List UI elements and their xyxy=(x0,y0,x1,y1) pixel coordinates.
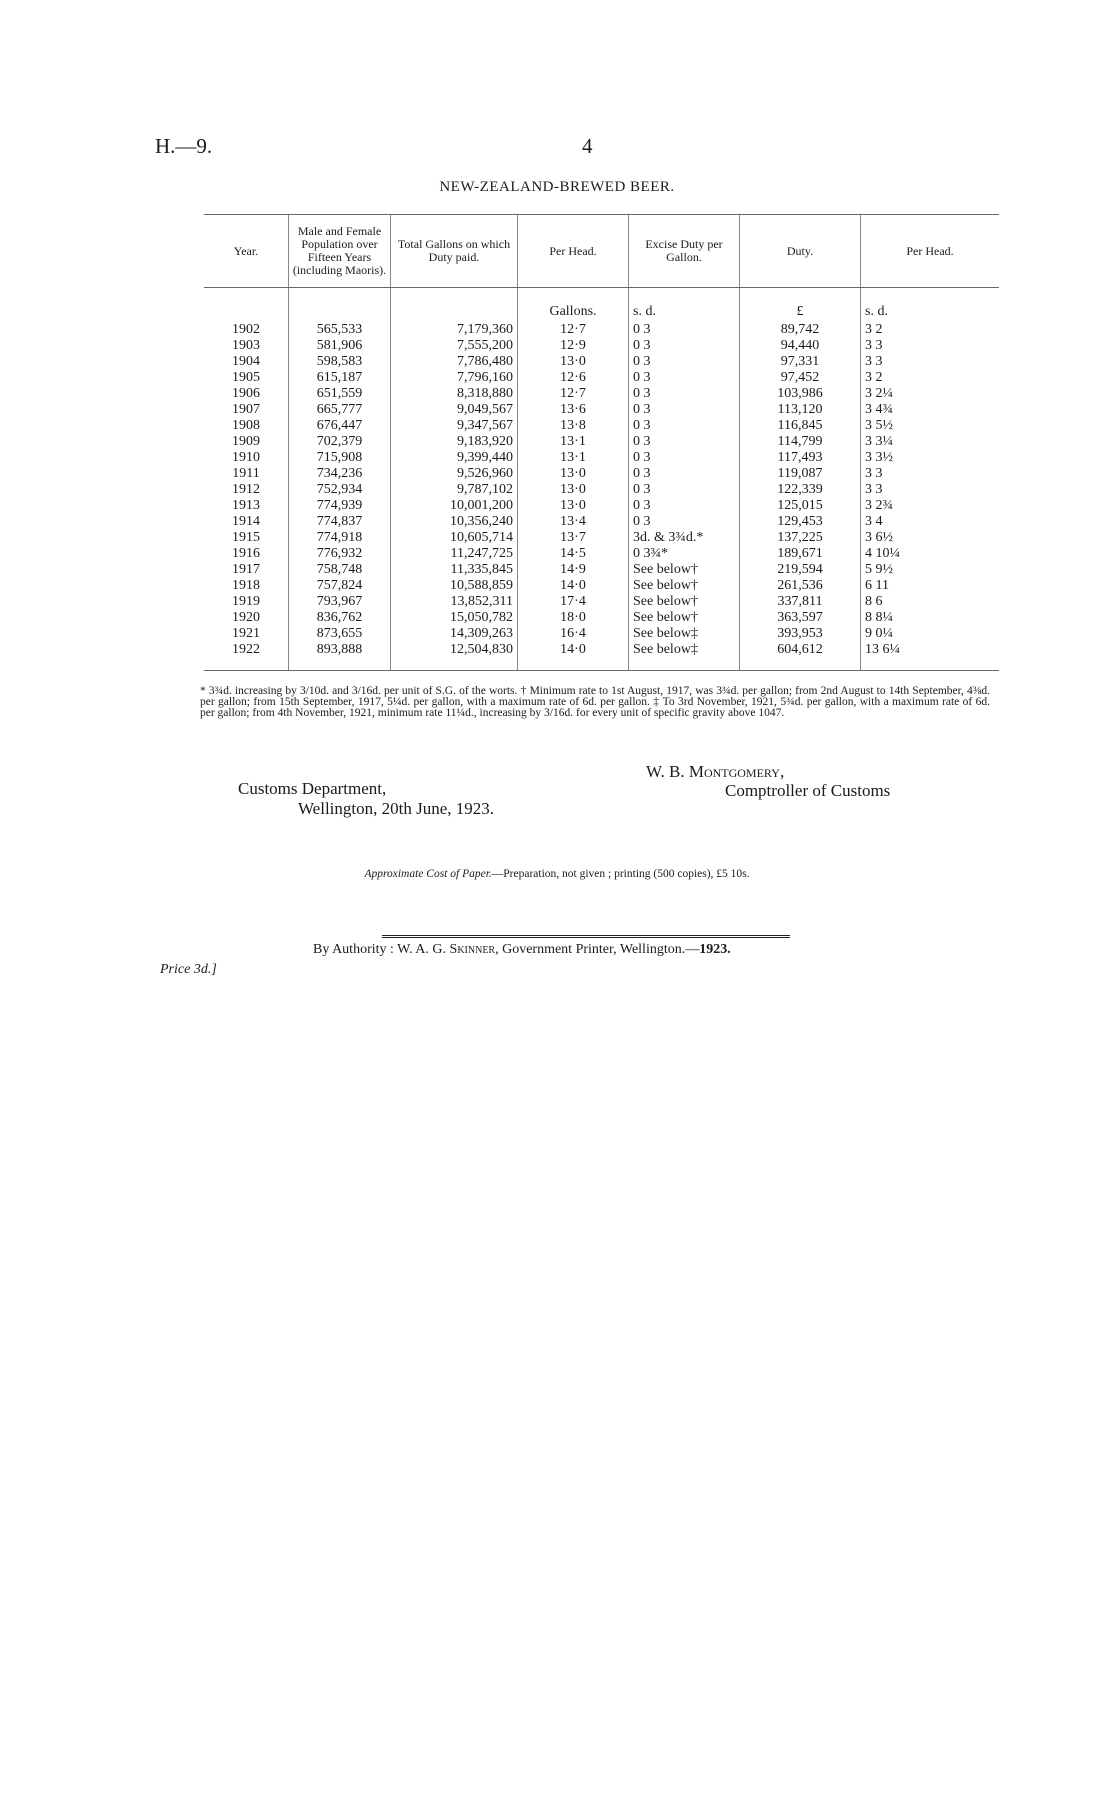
table-row xyxy=(204,482,999,498)
cell-duty-per-head: 5 9½ xyxy=(861,562,1000,578)
cell-year: 1908 xyxy=(232,418,260,433)
cell-year: 1905 xyxy=(232,370,260,385)
cell-duty-per-head: 3 2 xyxy=(861,322,1000,338)
table-row xyxy=(204,562,999,578)
cell-population: 665,777 xyxy=(289,402,391,418)
unit-gallons: Gallons. xyxy=(518,302,629,322)
cell-year: 1915 xyxy=(232,530,260,545)
cell-population: 776,932 xyxy=(289,546,391,562)
cell-excise-duty: 0 3 xyxy=(629,466,740,482)
price: Price 3d.] xyxy=(160,962,217,977)
cell-gallons-per-head: 13·0 xyxy=(518,498,629,514)
cell-duty: 114,799 xyxy=(740,434,861,450)
cell-duty: 97,452 xyxy=(740,370,861,386)
table-body xyxy=(204,288,999,671)
imprint-prefix: By Authority : W. A. G. xyxy=(313,942,447,957)
printer-imprint xyxy=(313,942,731,958)
cell-population: 752,934 xyxy=(289,482,391,498)
imprint-suffix: , Government Printer, Wellington.— xyxy=(495,942,700,957)
table-row xyxy=(204,594,999,610)
cell-excise-duty: 0 3 xyxy=(629,482,740,498)
cell-gallons-per-head: 12·6 xyxy=(518,370,629,386)
cell-population: 836,762 xyxy=(289,610,391,626)
cell-population: 793,967 xyxy=(289,594,391,610)
cell-excise-duty: 0 3 xyxy=(629,434,740,450)
cell-gallons-per-head: 13·0 xyxy=(518,482,629,498)
cell-duty: 129,453 xyxy=(740,514,861,530)
cell-year: 1910 xyxy=(232,450,260,465)
table-spacer-row xyxy=(204,288,999,303)
table-row xyxy=(204,370,999,386)
table-row xyxy=(204,322,999,338)
signatory-name: W. B. Montgomery, xyxy=(646,762,785,781)
cell-duty-per-head: 9 0¼ xyxy=(861,626,1000,642)
cell-total-gallons: 12,504,830 xyxy=(391,642,518,658)
cell-total-gallons: 10,356,240 xyxy=(391,514,518,530)
cell-total-gallons: 11,335,845 xyxy=(391,562,518,578)
cell-population: 615,187 xyxy=(289,370,391,386)
cell-duty: 94,440 xyxy=(740,338,861,354)
cell-excise-duty: See below† xyxy=(629,562,740,578)
department: Customs Department, xyxy=(238,779,387,798)
cell-year: 1906 xyxy=(232,386,260,401)
cell-total-gallons: 9,183,920 xyxy=(391,434,518,450)
col-year: Year. xyxy=(204,215,289,288)
cell-year: 1920 xyxy=(232,610,260,625)
cell-population: 734,236 xyxy=(289,466,391,482)
cell-excise-duty: See below† xyxy=(629,578,740,594)
cell-duty-per-head: 8 8¼ xyxy=(861,610,1000,626)
cell-excise-duty: See below† xyxy=(629,594,740,610)
cell-excise-duty: 0 3 xyxy=(629,322,740,338)
cell-year: 1914 xyxy=(232,514,260,529)
cell-gallons-per-head: 13·0 xyxy=(518,354,629,370)
table-footnotes: * 3¾d. increasing by 3/10d. and 3/16d. per unit of S.G. of the worts. † Minimum rate to 1st August, 1917, was 3¾d. per gallon; from 2nd August to 14th September, 4⅜d. per gallon; from 15th September, 1917, 5¼d. per gallon, with a maximum rate of 6d. per gallon. ‡ To 3rd November, 1921, 5¾d. per gallon, with a maximum rate of 6d. per gallon; from 4th November, 1921, minimum rate 11¼d., increasing by 3/16d. for every unit of specific gravity above 1047. xyxy=(200,685,990,719)
cell-duty-per-head: 13 6¼ xyxy=(861,642,1000,658)
cell-year: 1904 xyxy=(232,354,260,369)
cell-year: 1916 xyxy=(232,546,260,561)
cell-total-gallons: 7,796,160 xyxy=(391,370,518,386)
cell-total-gallons: 9,399,440 xyxy=(391,450,518,466)
cell-year: 1907 xyxy=(232,402,260,417)
cell-duty-per-head: 3 3 xyxy=(861,338,1000,354)
cell-duty: 219,594 xyxy=(740,562,861,578)
col-gallons-per-head: Per Head. xyxy=(518,215,629,288)
cell-population: 758,748 xyxy=(289,562,391,578)
cell-duty-per-head: 3 2 xyxy=(861,370,1000,386)
cell-year: 1903 xyxy=(232,338,260,353)
cell-duty: 261,536 xyxy=(740,578,861,594)
cell-year: 1911 xyxy=(232,466,260,481)
cell-duty-per-head: 3 2¾ xyxy=(861,498,1000,514)
table-row xyxy=(204,642,999,658)
imprint-year: 1923. xyxy=(699,942,731,957)
cost-text: —Preparation, not given ; printing (500 copies), £5 10s. xyxy=(491,868,750,880)
unit-total-gallons xyxy=(391,302,518,322)
double-rule-divider xyxy=(382,935,790,938)
cell-population: 774,837 xyxy=(289,514,391,530)
cell-excise-duty: 0 3 xyxy=(629,354,740,370)
table-row xyxy=(204,386,999,402)
unit-pounds: £ xyxy=(740,302,861,322)
cell-year: 1902 xyxy=(232,322,260,337)
cell-total-gallons: 11,247,725 xyxy=(391,546,518,562)
cell-duty-per-head: 3 5½ xyxy=(861,418,1000,434)
cost-of-paper xyxy=(0,868,1114,880)
cell-gallons-per-head: 12·9 xyxy=(518,338,629,354)
cell-total-gallons: 7,786,480 xyxy=(391,354,518,370)
cell-duty-per-head: 3 6½ xyxy=(861,530,1000,546)
table-row xyxy=(204,466,999,482)
cell-total-gallons: 13,852,311 xyxy=(391,594,518,610)
cell-duty-per-head: 4 10¼ xyxy=(861,546,1000,562)
cell-population: 774,918 xyxy=(289,530,391,546)
cell-duty: 337,811 xyxy=(740,594,861,610)
cell-duty-per-head: 3 3¼ xyxy=(861,434,1000,450)
cell-gallons-per-head: 12·7 xyxy=(518,386,629,402)
cell-duty: 117,493 xyxy=(740,450,861,466)
cell-duty: 604,612 xyxy=(740,642,861,658)
cell-gallons-per-head: 13·0 xyxy=(518,466,629,482)
cell-gallons-per-head: 12·7 xyxy=(518,322,629,338)
cell-duty: 116,845 xyxy=(740,418,861,434)
table-row xyxy=(204,338,999,354)
table-row xyxy=(204,354,999,370)
cell-population: 757,824 xyxy=(289,578,391,594)
table-row xyxy=(204,402,999,418)
table-row xyxy=(204,610,999,626)
table-row xyxy=(204,450,999,466)
table-row xyxy=(204,418,999,434)
cell-excise-duty: 0 3 xyxy=(629,386,740,402)
cell-population: 676,447 xyxy=(289,418,391,434)
unit-shillings-pence: s. d. xyxy=(861,302,1000,322)
col-population: Male and Female Population over Fifteen Years (including Maoris). xyxy=(289,215,391,288)
cell-year: 1913 xyxy=(232,498,260,513)
cell-excise-duty: 3d. & 3¾d.* xyxy=(629,530,740,546)
cell-duty: 125,015 xyxy=(740,498,861,514)
cell-duty: 363,597 xyxy=(740,610,861,626)
cell-population: 873,655 xyxy=(289,626,391,642)
cell-total-gallons: 10,001,200 xyxy=(391,498,518,514)
col-total-gallons: Total Gallons on which Duty paid. xyxy=(391,215,518,288)
cell-year: 1909 xyxy=(232,434,260,449)
cell-gallons-per-head: 13·8 xyxy=(518,418,629,434)
table-bottom-padding xyxy=(204,658,999,671)
cell-gallons-per-head: 14·0 xyxy=(518,642,629,658)
table-row xyxy=(204,626,999,642)
unit-year xyxy=(204,302,289,322)
cell-population: 581,906 xyxy=(289,338,391,354)
cell-duty: 103,986 xyxy=(740,386,861,402)
cell-duty: 393,953 xyxy=(740,626,861,642)
table-row xyxy=(204,546,999,562)
cell-duty: 113,120 xyxy=(740,402,861,418)
table-row xyxy=(204,514,999,530)
cell-year: 1917 xyxy=(232,562,260,577)
cell-gallons-per-head: 18·0 xyxy=(518,610,629,626)
cell-duty-per-head: 8 6 xyxy=(861,594,1000,610)
cell-excise-duty: See below‡ xyxy=(629,642,740,658)
cell-excise-duty: 0 3 xyxy=(629,402,740,418)
table-row xyxy=(204,498,999,514)
cell-gallons-per-head: 14·5 xyxy=(518,546,629,562)
table-row xyxy=(204,434,999,450)
cell-year: 1919 xyxy=(232,594,260,609)
beer-duty-table xyxy=(204,214,999,671)
cell-excise-duty: 0 3 xyxy=(629,338,740,354)
table-row xyxy=(204,530,999,546)
cost-label: Approximate Cost of Paper. xyxy=(364,868,492,880)
cell-excise-duty: 0 3¾* xyxy=(629,546,740,562)
cell-excise-duty: See below† xyxy=(629,610,740,626)
cell-total-gallons: 10,588,859 xyxy=(391,578,518,594)
cell-population: 702,379 xyxy=(289,434,391,450)
signatory-title: Comptroller of Customs xyxy=(725,781,891,800)
cell-duty-per-head: 3 3½ xyxy=(861,450,1000,466)
cell-total-gallons: 8,318,880 xyxy=(391,386,518,402)
cell-total-gallons: 9,347,567 xyxy=(391,418,518,434)
cell-gallons-per-head: 14·0 xyxy=(518,578,629,594)
cell-total-gallons: 9,526,960 xyxy=(391,466,518,482)
table-header-row xyxy=(204,215,999,288)
unit-population xyxy=(289,302,391,322)
cell-year: 1922 xyxy=(232,642,260,657)
cell-year: 1918 xyxy=(232,578,260,593)
cell-duty-per-head: 3 3 xyxy=(861,354,1000,370)
cell-duty-per-head: 3 2¼ xyxy=(861,386,1000,402)
unit-shillings-pence: s. d. xyxy=(629,302,740,322)
cell-duty: 122,339 xyxy=(740,482,861,498)
cell-excise-duty: 0 3 xyxy=(629,418,740,434)
cell-year: 1921 xyxy=(232,626,260,641)
cell-gallons-per-head: 14·9 xyxy=(518,562,629,578)
cell-total-gallons: 7,555,200 xyxy=(391,338,518,354)
cell-duty: 97,331 xyxy=(740,354,861,370)
place-and-date: Wellington, 20th June, 1923. xyxy=(298,799,495,818)
cell-population: 598,583 xyxy=(289,354,391,370)
cell-gallons-per-head: 13·4 xyxy=(518,514,629,530)
cell-population: 565,533 xyxy=(289,322,391,338)
col-excise-duty: Excise Duty per Gallon. xyxy=(629,215,740,288)
cell-population: 774,939 xyxy=(289,498,391,514)
col-duty: Duty. xyxy=(740,215,861,288)
col-duty-per-head: Per Head. xyxy=(861,215,1000,288)
table-title: NEW-ZEALAND-BREWED BEER. xyxy=(439,179,675,195)
cell-excise-duty: 0 3 xyxy=(629,514,740,530)
cell-population: 715,908 xyxy=(289,450,391,466)
cell-duty-per-head: 3 3 xyxy=(861,466,1000,482)
cell-duty-per-head: 6 11 xyxy=(861,578,1000,594)
cell-excise-duty: 0 3 xyxy=(629,450,740,466)
cell-duty: 119,087 xyxy=(740,466,861,482)
cell-gallons-per-head: 13·7 xyxy=(518,530,629,546)
cell-total-gallons: 15,050,782 xyxy=(391,610,518,626)
cell-gallons-per-head: 13·6 xyxy=(518,402,629,418)
table-row xyxy=(204,578,999,594)
cell-gallons-per-head: 17·4 xyxy=(518,594,629,610)
cell-excise-duty: 0 3 xyxy=(629,370,740,386)
cell-duty: 89,742 xyxy=(740,322,861,338)
cell-total-gallons: 7,179,360 xyxy=(391,322,518,338)
cell-duty: 137,225 xyxy=(740,530,861,546)
page-number: 4 xyxy=(582,134,593,158)
cell-excise-duty: See below‡ xyxy=(629,626,740,642)
cell-gallons-per-head: 13·1 xyxy=(518,434,629,450)
cell-excise-duty: 0 3 xyxy=(629,498,740,514)
cell-duty-per-head: 3 4¾ xyxy=(861,402,1000,418)
cell-duty-per-head: 3 3 xyxy=(861,482,1000,498)
cell-total-gallons: 9,787,102 xyxy=(391,482,518,498)
cell-year: 1912 xyxy=(232,482,260,497)
cell-total-gallons: 14,309,263 xyxy=(391,626,518,642)
cell-gallons-per-head: 13·1 xyxy=(518,450,629,466)
cell-gallons-per-head: 16·4 xyxy=(518,626,629,642)
cell-population: 651,559 xyxy=(289,386,391,402)
cell-total-gallons: 9,049,567 xyxy=(391,402,518,418)
units-row xyxy=(204,302,999,322)
document-code: H.—9. xyxy=(155,134,213,158)
cell-duty: 189,671 xyxy=(740,546,861,562)
cell-duty-per-head: 3 4 xyxy=(861,514,1000,530)
cell-population: 893,888 xyxy=(289,642,391,658)
printer-surname: Skinner xyxy=(449,942,496,957)
cell-total-gallons: 10,605,714 xyxy=(391,530,518,546)
